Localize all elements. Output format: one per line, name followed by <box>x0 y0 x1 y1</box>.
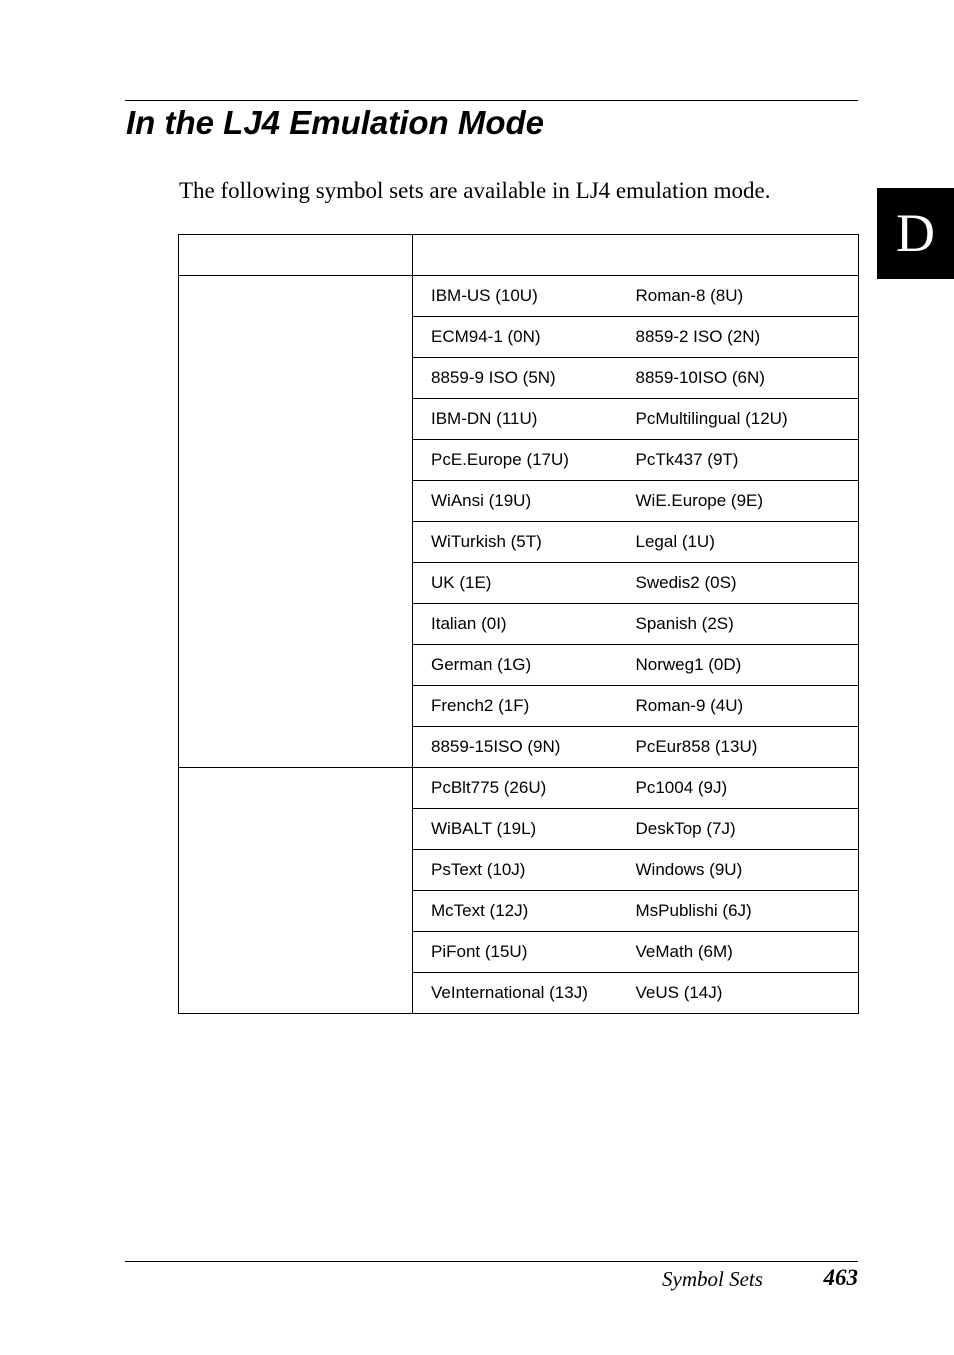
header-cell-sets <box>413 235 859 276</box>
symbol-set-cell: Legal (1U) <box>636 522 859 563</box>
symbol-set-cell: Italian (0I) <box>413 604 636 645</box>
symbol-sets-table-body <box>179 235 859 1014</box>
symbol-set-cell: Pc1004 (9J) <box>636 768 859 809</box>
symbol-set-cell: PcEur858 (13U) <box>636 727 859 768</box>
symbol-set-cell: MsPublishi (6J) <box>636 891 859 932</box>
symbol-set-cell: IBM-US (10U) <box>413 276 636 317</box>
symbol-set-cell: WiE.Europe (9E) <box>636 481 859 522</box>
symbol-set-cell: VeInternational (13J) <box>413 973 636 1014</box>
header-cell-group <box>179 235 413 276</box>
symbol-set-cell: 8859-15ISO (9N) <box>413 727 636 768</box>
symbol-set-cell: McText (12J) <box>413 891 636 932</box>
symbol-set-cell: WiTurkish (5T) <box>413 522 636 563</box>
symbol-set-cell: PiFont (15U) <box>413 932 636 973</box>
symbol-set-cell: 8859-9 ISO (5N) <box>413 358 636 399</box>
symbol-set-cell: 8859-10ISO (6N) <box>636 358 859 399</box>
symbol-set-cell: PsText (10J) <box>413 850 636 891</box>
group-label-cell <box>179 768 413 1014</box>
symbol-set-cell: Roman-8 (8U) <box>636 276 859 317</box>
symbol-set-cell: PcTk437 (9T) <box>636 440 859 481</box>
table-row <box>179 768 859 809</box>
table-row <box>179 276 859 317</box>
symbol-set-cell: PcMultilingual (12U) <box>636 399 859 440</box>
footer-page-number: 463 <box>823 1265 858 1290</box>
symbol-set-cell: VeMath (6M) <box>636 932 859 973</box>
symbol-set-cell: UK (1E) <box>413 563 636 604</box>
symbol-set-cell: Swedis2 (0S) <box>636 563 859 604</box>
symbol-sets-table <box>178 234 859 1014</box>
symbol-set-cell: VeUS (14J) <box>636 973 859 1014</box>
symbol-set-cell: Windows (9U) <box>636 850 859 891</box>
symbol-set-cell: DeskTop (7J) <box>636 809 859 850</box>
symbol-set-cell: French2 (1F) <box>413 686 636 727</box>
table-header-row <box>179 235 859 276</box>
group-label-cell <box>179 276 413 768</box>
symbol-set-cell: Roman-9 (4U) <box>636 686 859 727</box>
symbol-set-cell: Norweg1 (0D) <box>636 645 859 686</box>
footer-rule <box>125 1261 858 1262</box>
symbol-set-cell: WiBALT (19L) <box>413 809 636 850</box>
symbol-set-cell: PcE.Europe (17U) <box>413 440 636 481</box>
symbol-set-cell: ECM94-1 (0N) <box>413 317 636 358</box>
intro-paragraph: The following symbol sets are available in LJ4 emulation mode. <box>179 178 771 203</box>
symbol-set-cell: 8859-2 ISO (2N) <box>636 317 859 358</box>
symbol-set-cell: PcBlt775 (26U) <box>413 768 636 809</box>
symbol-set-cell: German (1G) <box>413 645 636 686</box>
footer-section-name: Symbol Sets <box>662 1267 763 1291</box>
chapter-tab: D <box>877 188 954 279</box>
symbol-set-cell: IBM-DN (11U) <box>413 399 636 440</box>
symbol-set-cell: Spanish (2S) <box>636 604 859 645</box>
symbol-set-cell: WiAnsi (19U) <box>413 481 636 522</box>
section-title: In the LJ4 Emulation Mode <box>126 104 545 141</box>
